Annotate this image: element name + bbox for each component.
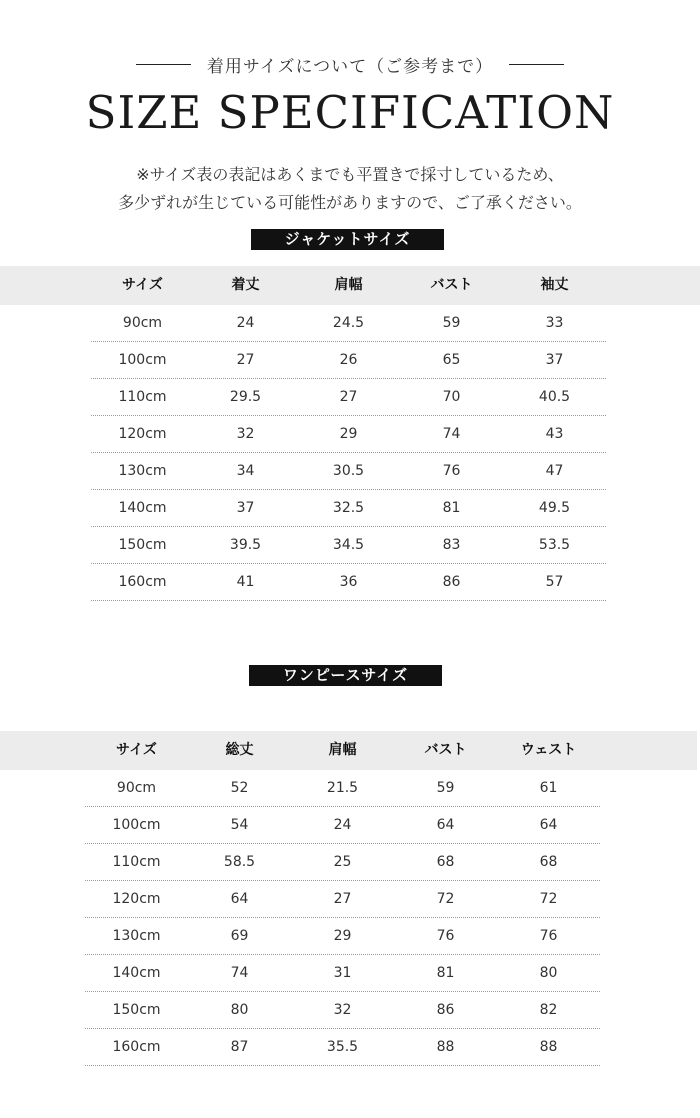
table-row [91, 527, 606, 564]
table-row [85, 844, 600, 881]
measurement-cell: 82 [539, 1002, 558, 1018]
size-cell: 150cm [118, 537, 167, 553]
size-cell: 130cm [118, 463, 167, 479]
measurement-cell: 36 [339, 574, 358, 590]
size-cell: 90cm [122, 315, 163, 331]
table-row [85, 918, 600, 955]
measurement-cell: 59 [442, 315, 461, 331]
measurement-cell: 74 [230, 965, 249, 981]
measurement-cell: 80 [230, 1002, 249, 1018]
measurement-cell: 32 [236, 426, 255, 442]
measurement-cell: 81 [436, 965, 455, 981]
column-header: 袖丈 [540, 277, 569, 293]
table-row [91, 564, 606, 601]
measurement-cell: 26 [339, 352, 358, 368]
measurement-cell: 33 [545, 315, 564, 331]
measurement-cell: 47 [545, 463, 564, 479]
table-row [85, 770, 600, 807]
measurement-cell: 72 [436, 891, 455, 907]
measurement-cell: 34.5 [332, 537, 365, 553]
measurement-cell: 68 [436, 854, 455, 870]
column-header: バスト [424, 742, 467, 758]
measurement-cell: 64 [436, 817, 455, 833]
note-line-1: ※サイズ表の表記はあくまでも平置きで採寸しているため、 [136, 165, 564, 184]
size-cell: 140cm [112, 965, 161, 981]
measurement-cell: 27 [236, 352, 255, 368]
measurement-cell: 68 [539, 854, 558, 870]
measurement-cell: 87 [230, 1039, 249, 1055]
measurement-cell: 86 [442, 574, 461, 590]
column-header: サイズ [116, 742, 157, 758]
measurement-cell: 81 [442, 500, 461, 516]
table-row [91, 379, 606, 416]
size-cell: 140cm [118, 500, 167, 516]
measurement-cell: 29 [333, 928, 352, 944]
measurement-cell: 83 [442, 537, 461, 553]
table-row [91, 305, 606, 342]
table-row [85, 881, 600, 918]
measurement-cell: 41 [236, 574, 255, 590]
measurement-cell: 58.5 [223, 854, 256, 870]
table-row [85, 1029, 600, 1066]
measurement-cell: 88 [539, 1039, 558, 1055]
measurement-cell: 31 [333, 965, 352, 981]
table-row [91, 416, 606, 453]
measurement-cell: 76 [436, 928, 455, 944]
measurement-cell: 34 [236, 463, 255, 479]
measurement-cell: 35.5 [326, 1039, 359, 1055]
onepiece-section-title: ワンピースサイズ [249, 665, 442, 686]
subtitle-rule-left [136, 64, 191, 65]
measurement-cell: 88 [436, 1039, 455, 1055]
measurement-note [0, 161, 700, 217]
size-cell: 120cm [118, 426, 167, 442]
size-cell: 160cm [118, 574, 167, 590]
measurement-cell: 25 [333, 854, 352, 870]
size-cell: 120cm [112, 891, 161, 907]
measurement-cell: 30.5 [332, 463, 365, 479]
measurement-cell: 27 [339, 389, 358, 405]
measurement-cell: 21.5 [326, 780, 359, 796]
subtitle: 着用サイズについて（ご参考まで） [206, 56, 494, 77]
measurement-cell: 76 [539, 928, 558, 944]
measurement-cell: 24 [333, 817, 352, 833]
measurement-cell: 72 [539, 891, 558, 907]
table-header-row [91, 266, 606, 305]
measurement-cell: 53.5 [538, 537, 571, 553]
subtitle-rule-right [509, 64, 564, 65]
measurement-cell: 24 [236, 315, 255, 331]
measurement-cell: 65 [442, 352, 461, 368]
measurement-cell: 49.5 [538, 500, 571, 516]
measurement-cell: 37 [545, 352, 564, 368]
table-row [85, 807, 600, 844]
measurement-cell: 32.5 [332, 500, 365, 516]
measurement-cell: 64 [539, 817, 558, 833]
measurement-cell: 74 [442, 426, 461, 442]
size-cell: 90cm [116, 780, 157, 796]
size-cell: 110cm [118, 389, 167, 405]
size-cell: 160cm [112, 1039, 161, 1055]
measurement-cell: 57 [545, 574, 564, 590]
measurement-cell: 64 [230, 891, 249, 907]
measurement-cell: 39.5 [229, 537, 262, 553]
measurement-cell: 54 [230, 817, 249, 833]
table-row [91, 490, 606, 527]
measurement-cell: 69 [230, 928, 249, 944]
column-header: 肩幅 [334, 277, 363, 293]
column-header: サイズ [122, 277, 163, 293]
size-cell: 130cm [112, 928, 161, 944]
table-row [91, 453, 606, 490]
measurement-cell: 37 [236, 500, 255, 516]
column-header: 総丈 [225, 742, 254, 758]
size-cell: 100cm [118, 352, 167, 368]
column-header: バスト [430, 277, 473, 293]
page-title: SIZE SPECIFICATION [85, 86, 615, 139]
measurement-cell: 52 [230, 780, 249, 796]
measurement-cell: 29 [339, 426, 358, 442]
measurement-cell: 86 [436, 1002, 455, 1018]
measurement-cell: 43 [545, 426, 564, 442]
subtitle-row [0, 50, 700, 78]
note-line-2: 多少ずれが生じている可能性がありますので、ご了承ください。 [118, 193, 582, 212]
measurement-cell: 61 [539, 780, 558, 796]
measurement-cell: 27 [333, 891, 352, 907]
measurement-cell: 24.5 [332, 315, 365, 331]
column-header: 肩幅 [328, 742, 357, 758]
measurement-cell: 76 [442, 463, 461, 479]
jacket-section-title: ジャケットサイズ [251, 229, 444, 250]
size-cell: 150cm [112, 1002, 161, 1018]
size-cell: 100cm [112, 817, 161, 833]
table-row [85, 992, 600, 1029]
measurement-cell: 70 [442, 389, 461, 405]
measurement-cell: 80 [539, 965, 558, 981]
measurement-cell: 59 [436, 780, 455, 796]
size-cell: 110cm [112, 854, 161, 870]
measurement-cell: 32 [333, 1002, 352, 1018]
table-row [91, 342, 606, 379]
measurement-cell: 29.5 [229, 389, 262, 405]
table-row [85, 955, 600, 992]
table-header-row [85, 731, 600, 770]
column-header: ウェスト [520, 742, 577, 758]
column-header: 着丈 [231, 277, 260, 293]
measurement-cell: 40.5 [538, 389, 571, 405]
